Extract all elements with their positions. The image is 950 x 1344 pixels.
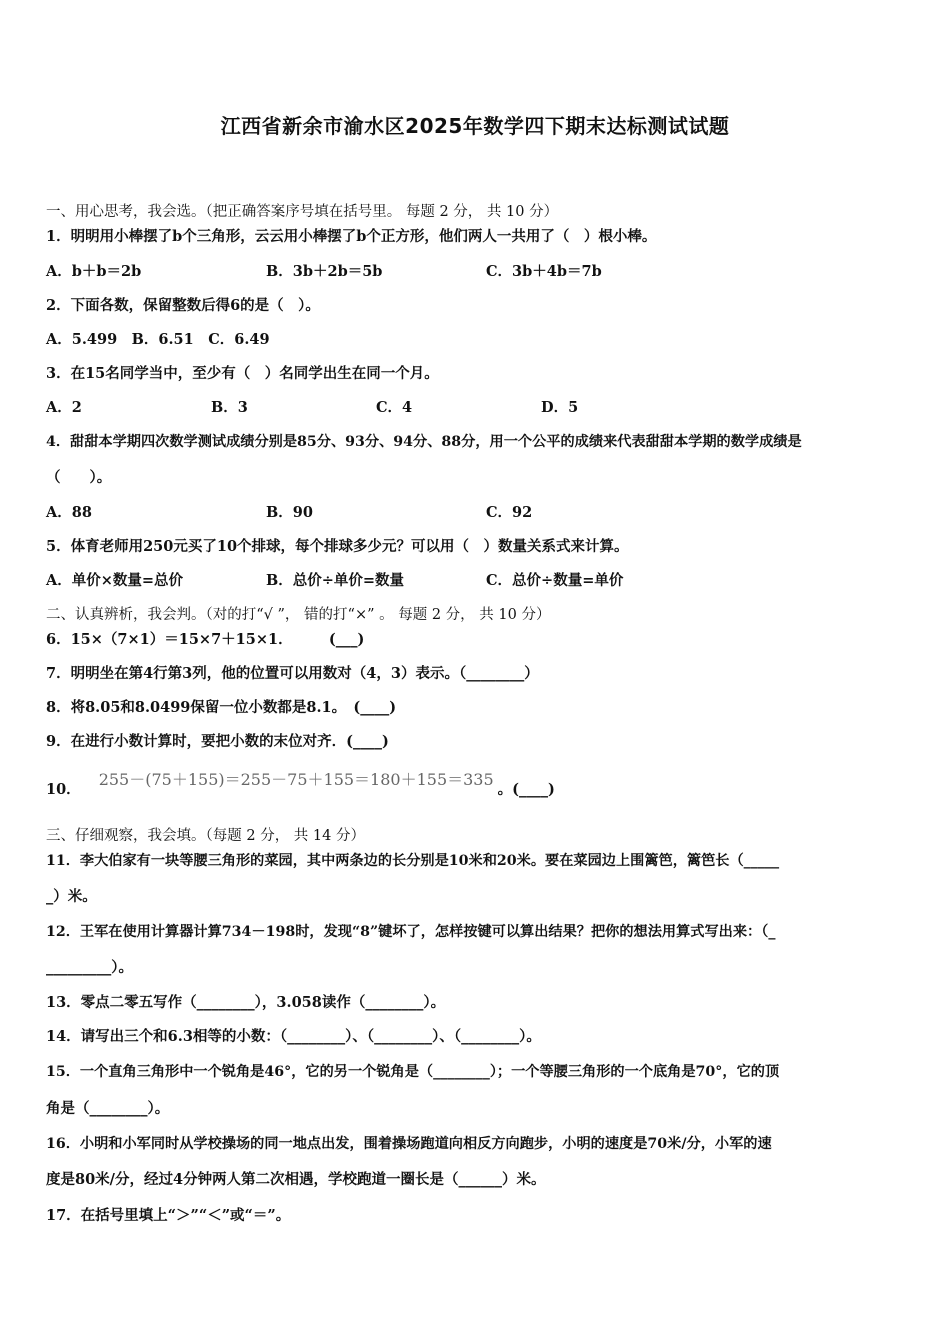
question-2: 2．下面各数，保留整数后得6的是（ ）。 <box>46 297 320 314</box>
q1-option-b: B．3b＋2b＝5b <box>266 263 383 280</box>
q3-option-a: A．2 <box>46 399 82 416</box>
question-15-line-2: 角是（________）。 <box>46 1100 170 1117</box>
page-title: 江西省新余市渝水区2025年数学四下期末达标测试试题 <box>220 114 730 138</box>
question-12-line-2: _________）。 <box>46 959 133 976</box>
question-4-line-2: （ ）。 <box>46 469 112 486</box>
q3-option-c: C．4 <box>376 399 413 416</box>
q5-option-b: B．总价÷单价=数量 <box>266 572 405 589</box>
question-17: 17．在括号里填上“＞”“＜”或“＝”。 <box>46 1207 291 1224</box>
q1-option-a: A．b＋b＝2b <box>46 263 142 280</box>
question-6: 6．15×（7×1）＝15×7＋15×1． (___) <box>46 631 365 648</box>
question-8: 8．将8.05和8.0499保留一位小数都是8.1。 (____) <box>46 699 397 716</box>
question-3: 3．在15名同学当中，至少有（ ）名同学出生在同一个月。 <box>46 365 439 382</box>
q4-option-c: C．92 <box>486 504 533 521</box>
question-4-line-1: 4．甜甜本学期四次数学测试成绩分别是85分、93分、94分、88分，用一个公平的成绩来代表甜甜本学期的数学成绩是 <box>46 434 802 450</box>
question-11-line-1: 11．李大伯家有一块等腰三角形的菜园，其中两条边的长分别是10米和20米。要在菜园边上围篱笆，篱笆长（_____ <box>46 853 780 869</box>
section-3-heading: 三、仔细观察，我会填。（每题 2 分， 共 14 分） <box>46 828 365 844</box>
q10-answer-blank: 。(____) <box>497 781 555 798</box>
q3-option-b: B．3 <box>211 399 248 416</box>
q1-option-c: C．3b＋4b＝7b <box>486 263 602 280</box>
q5-option-c: C．总价÷数量=单价 <box>486 572 624 589</box>
question-16-line-2: 度是80米/分，经过4分钟两人第二次相遇，学校跑道一圈长是（______）米。 <box>46 1171 546 1188</box>
q5-option-a: A．单价×数量=总价 <box>46 572 184 589</box>
section-2-heading: 二、认真辨析，我会判。（对的打“√ ”， 错的打“×” 。 每题 2 分， 共 10 分） <box>46 607 551 623</box>
question-15-line-1: 15．一个直角三角形中一个锐角是46°，它的另一个锐角是（________）；一个等腰三角形的一个底角是70°，它的顶 <box>46 1064 780 1080</box>
question-9: 9．在进行小数计算时，要把小数的末位对齐．(____) <box>46 733 389 750</box>
question-1: 1．明明用小棒摆了b个三角形，云云用小棒摆了b个正方形，他们两人一共用了（ ）根小棒。 <box>46 228 657 245</box>
question-14: 14．请写出三个和6.3相等的小数：（________）、（________）、（________）。 <box>46 1028 541 1045</box>
question-5: 5．体育老师用250元买了10个排球，每个排球多少元？可以用（ ）数量关系式来计算。 <box>46 538 629 555</box>
question-11-line-2: _）米。 <box>46 888 97 905</box>
q3-option-d: D．5 <box>541 399 579 416</box>
q4-option-b: B．90 <box>266 504 313 521</box>
section-1-heading: 一、用心思考，我会选。（把正确答案序号填在括号里。 每题 2 分， 共 10 分） <box>46 204 559 220</box>
question-12-line-1: 12．王军在使用计算器计算734－198时，发现“8”键坏了，怎样按键可以算出结果？把你的想法用算式写出来：（_ <box>46 924 776 940</box>
q4-option-a: A．88 <box>46 504 92 521</box>
question-13: 13．零点二零五写作（________），3.058读作（________）。 <box>46 994 446 1011</box>
q2-options: A．5.499 B．6.51 C．6.49 <box>46 331 270 348</box>
question-7: 7．明明坐在第4行第3列，他的位置可以用数对（4，3）表示。（________） <box>46 665 539 682</box>
q10-formula: 255－(75＋155)＝255－75＋155＝180＋155＝335 <box>98 770 494 789</box>
question-16-line-1: 16．小明和小军同时从学校操场的同一地点出发，围着操场跑道向相反方向跑步，小明的速度是70米/分，小军的速 <box>46 1136 772 1152</box>
question-10 <box>46 770 555 800</box>
q10-number: 10． <box>46 781 81 798</box>
